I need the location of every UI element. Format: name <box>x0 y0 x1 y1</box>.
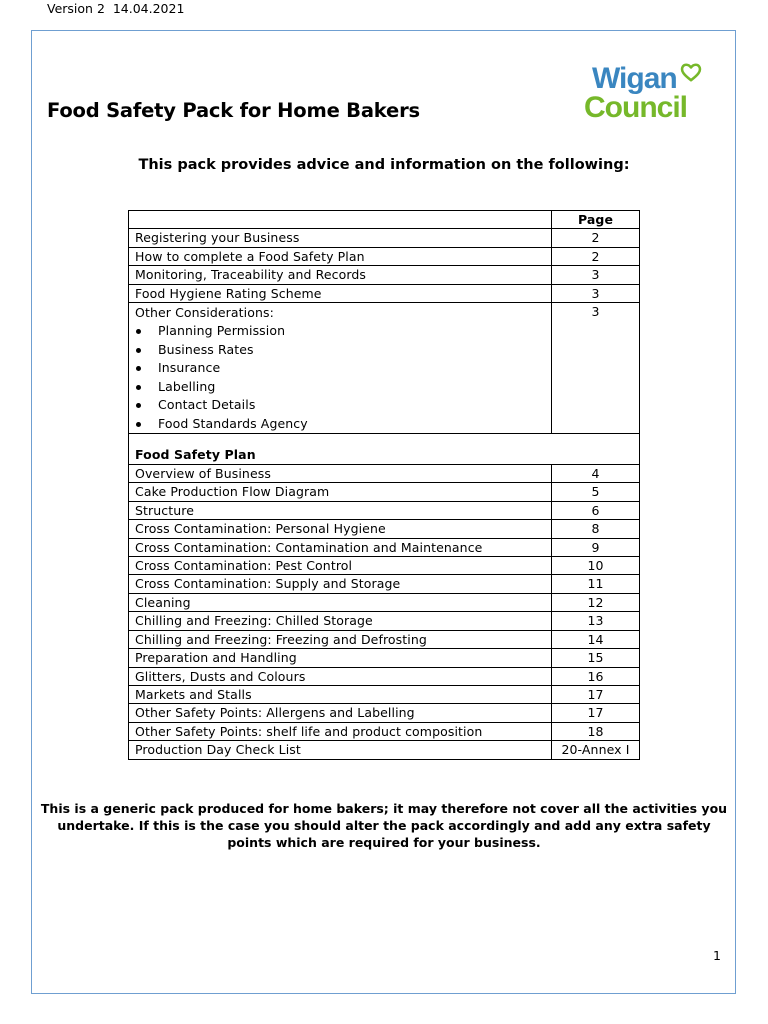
item-cell: Preparation and Handling <box>129 649 552 667</box>
table-row <box>129 685 640 703</box>
page-cell: 17 <box>552 685 640 703</box>
item-cell: Glitters, Dusts and Colours <box>129 667 552 685</box>
table-row <box>129 520 640 538</box>
item-cell: Production Day Check List <box>129 741 552 759</box>
table-header-row <box>129 211 640 229</box>
table-row <box>129 483 640 501</box>
page-number: 1 <box>713 948 721 963</box>
table-row <box>129 575 640 593</box>
item-cell: Overview of Business <box>129 465 552 483</box>
item-cell: Cake Production Flow Diagram <box>129 483 552 501</box>
list-item: Contact Details <box>135 396 545 415</box>
page-cell: 10 <box>552 557 640 575</box>
item-cell: Chilling and Freezing: Freezing and Defrosting <box>129 630 552 648</box>
heart-icon <box>680 62 702 82</box>
page-cell: 6 <box>552 501 640 519</box>
page-cell: 14 <box>552 630 640 648</box>
page-cell: 3 <box>552 266 640 284</box>
item-cell: Cross Contamination: Supply and Storage <box>129 575 552 593</box>
intro-heading: This pack provides advice and information on the following: <box>138 157 630 173</box>
table-row <box>129 630 640 648</box>
list-item: Planning Permission <box>135 322 545 341</box>
table-row <box>129 501 640 519</box>
item-cell: Markets and Stalls <box>129 685 552 703</box>
table-row <box>129 538 640 556</box>
page-cell: 3 <box>552 284 640 302</box>
item-cell: Chilling and Freezing: Chilled Storage <box>129 612 552 630</box>
page-cell: 20-Annex I <box>552 741 640 759</box>
wigan-council-logo <box>584 62 706 124</box>
table-row <box>129 612 640 630</box>
page-cell: 2 <box>552 247 640 265</box>
table-row <box>129 266 640 284</box>
table-row <box>129 247 640 265</box>
logo-line-1: Wigan <box>592 62 677 95</box>
item-cell: Registering your Business <box>129 229 552 247</box>
table-row <box>129 649 640 667</box>
page-cell: 8 <box>552 520 640 538</box>
item-cell: How to complete a Food Safety Plan <box>129 247 552 265</box>
table-row <box>129 557 640 575</box>
table-row <box>129 722 640 740</box>
item-cell: Cross Contamination: Contamination and Maintenance <box>129 538 552 556</box>
item-cell: Cross Contamination: Pest Control <box>129 557 552 575</box>
item-cell: Cross Contamination: Personal Hygiene <box>129 520 552 538</box>
section-title-cell <box>129 434 640 465</box>
section-title: Food Safety Plan <box>135 447 256 463</box>
other-considerations-row <box>129 303 640 434</box>
table-row <box>129 593 640 611</box>
item-cell: Other Safety Points: shelf life and product composition <box>129 722 552 740</box>
list-item: Labelling <box>135 378 545 397</box>
page-column-header: Page <box>552 211 640 229</box>
table-row <box>129 229 640 247</box>
page-cell: 16 <box>552 667 640 685</box>
page-cell: 2 <box>552 229 640 247</box>
page-cell: 13 <box>552 612 640 630</box>
contents-table <box>128 210 640 760</box>
item-cell: Structure <box>129 501 552 519</box>
section-title-row <box>129 434 640 465</box>
list-item: Food Standards Agency <box>135 415 545 434</box>
list-item: Business Rates <box>135 341 545 360</box>
page-cell: 3 <box>552 303 640 434</box>
table-row <box>129 704 640 722</box>
document-title: Food Safety Pack for Home Bakers <box>47 99 420 122</box>
header-blank-cell <box>129 211 552 229</box>
page-cell: 17 <box>552 704 640 722</box>
page-cell: 9 <box>552 538 640 556</box>
page-cell: 5 <box>552 483 640 501</box>
page-cell: 18 <box>552 722 640 740</box>
other-considerations-label: Other Considerations: <box>135 305 274 321</box>
page-cell: 4 <box>552 465 640 483</box>
section-spacer <box>135 434 633 446</box>
considerations-list <box>135 322 545 433</box>
table-row <box>129 741 640 759</box>
page-cell: 12 <box>552 593 640 611</box>
item-cell: Cleaning <box>129 593 552 611</box>
item-cell: Monitoring, Traceability and Records <box>129 266 552 284</box>
table-row <box>129 284 640 302</box>
item-cell: Food Hygiene Rating Scheme <box>129 284 552 302</box>
table-row <box>129 667 640 685</box>
other-considerations-cell <box>129 303 552 434</box>
page-cell: 15 <box>552 649 640 667</box>
list-item: Insurance <box>135 359 545 378</box>
table-row <box>129 465 640 483</box>
version-line: Version 2 14.04.2021 <box>47 1 185 16</box>
page-cell: 11 <box>552 575 640 593</box>
logo-line-2: Council <box>584 91 687 124</box>
item-cell: Other Safety Points: Allergens and Labelling <box>129 704 552 722</box>
disclaimer-note: This is a generic pack produced for home bakers; it may therefore not cover all the activities you undertake. If this is the case you should alter the pack accordingly and add any extra safety points which are required for your business. <box>40 801 728 850</box>
